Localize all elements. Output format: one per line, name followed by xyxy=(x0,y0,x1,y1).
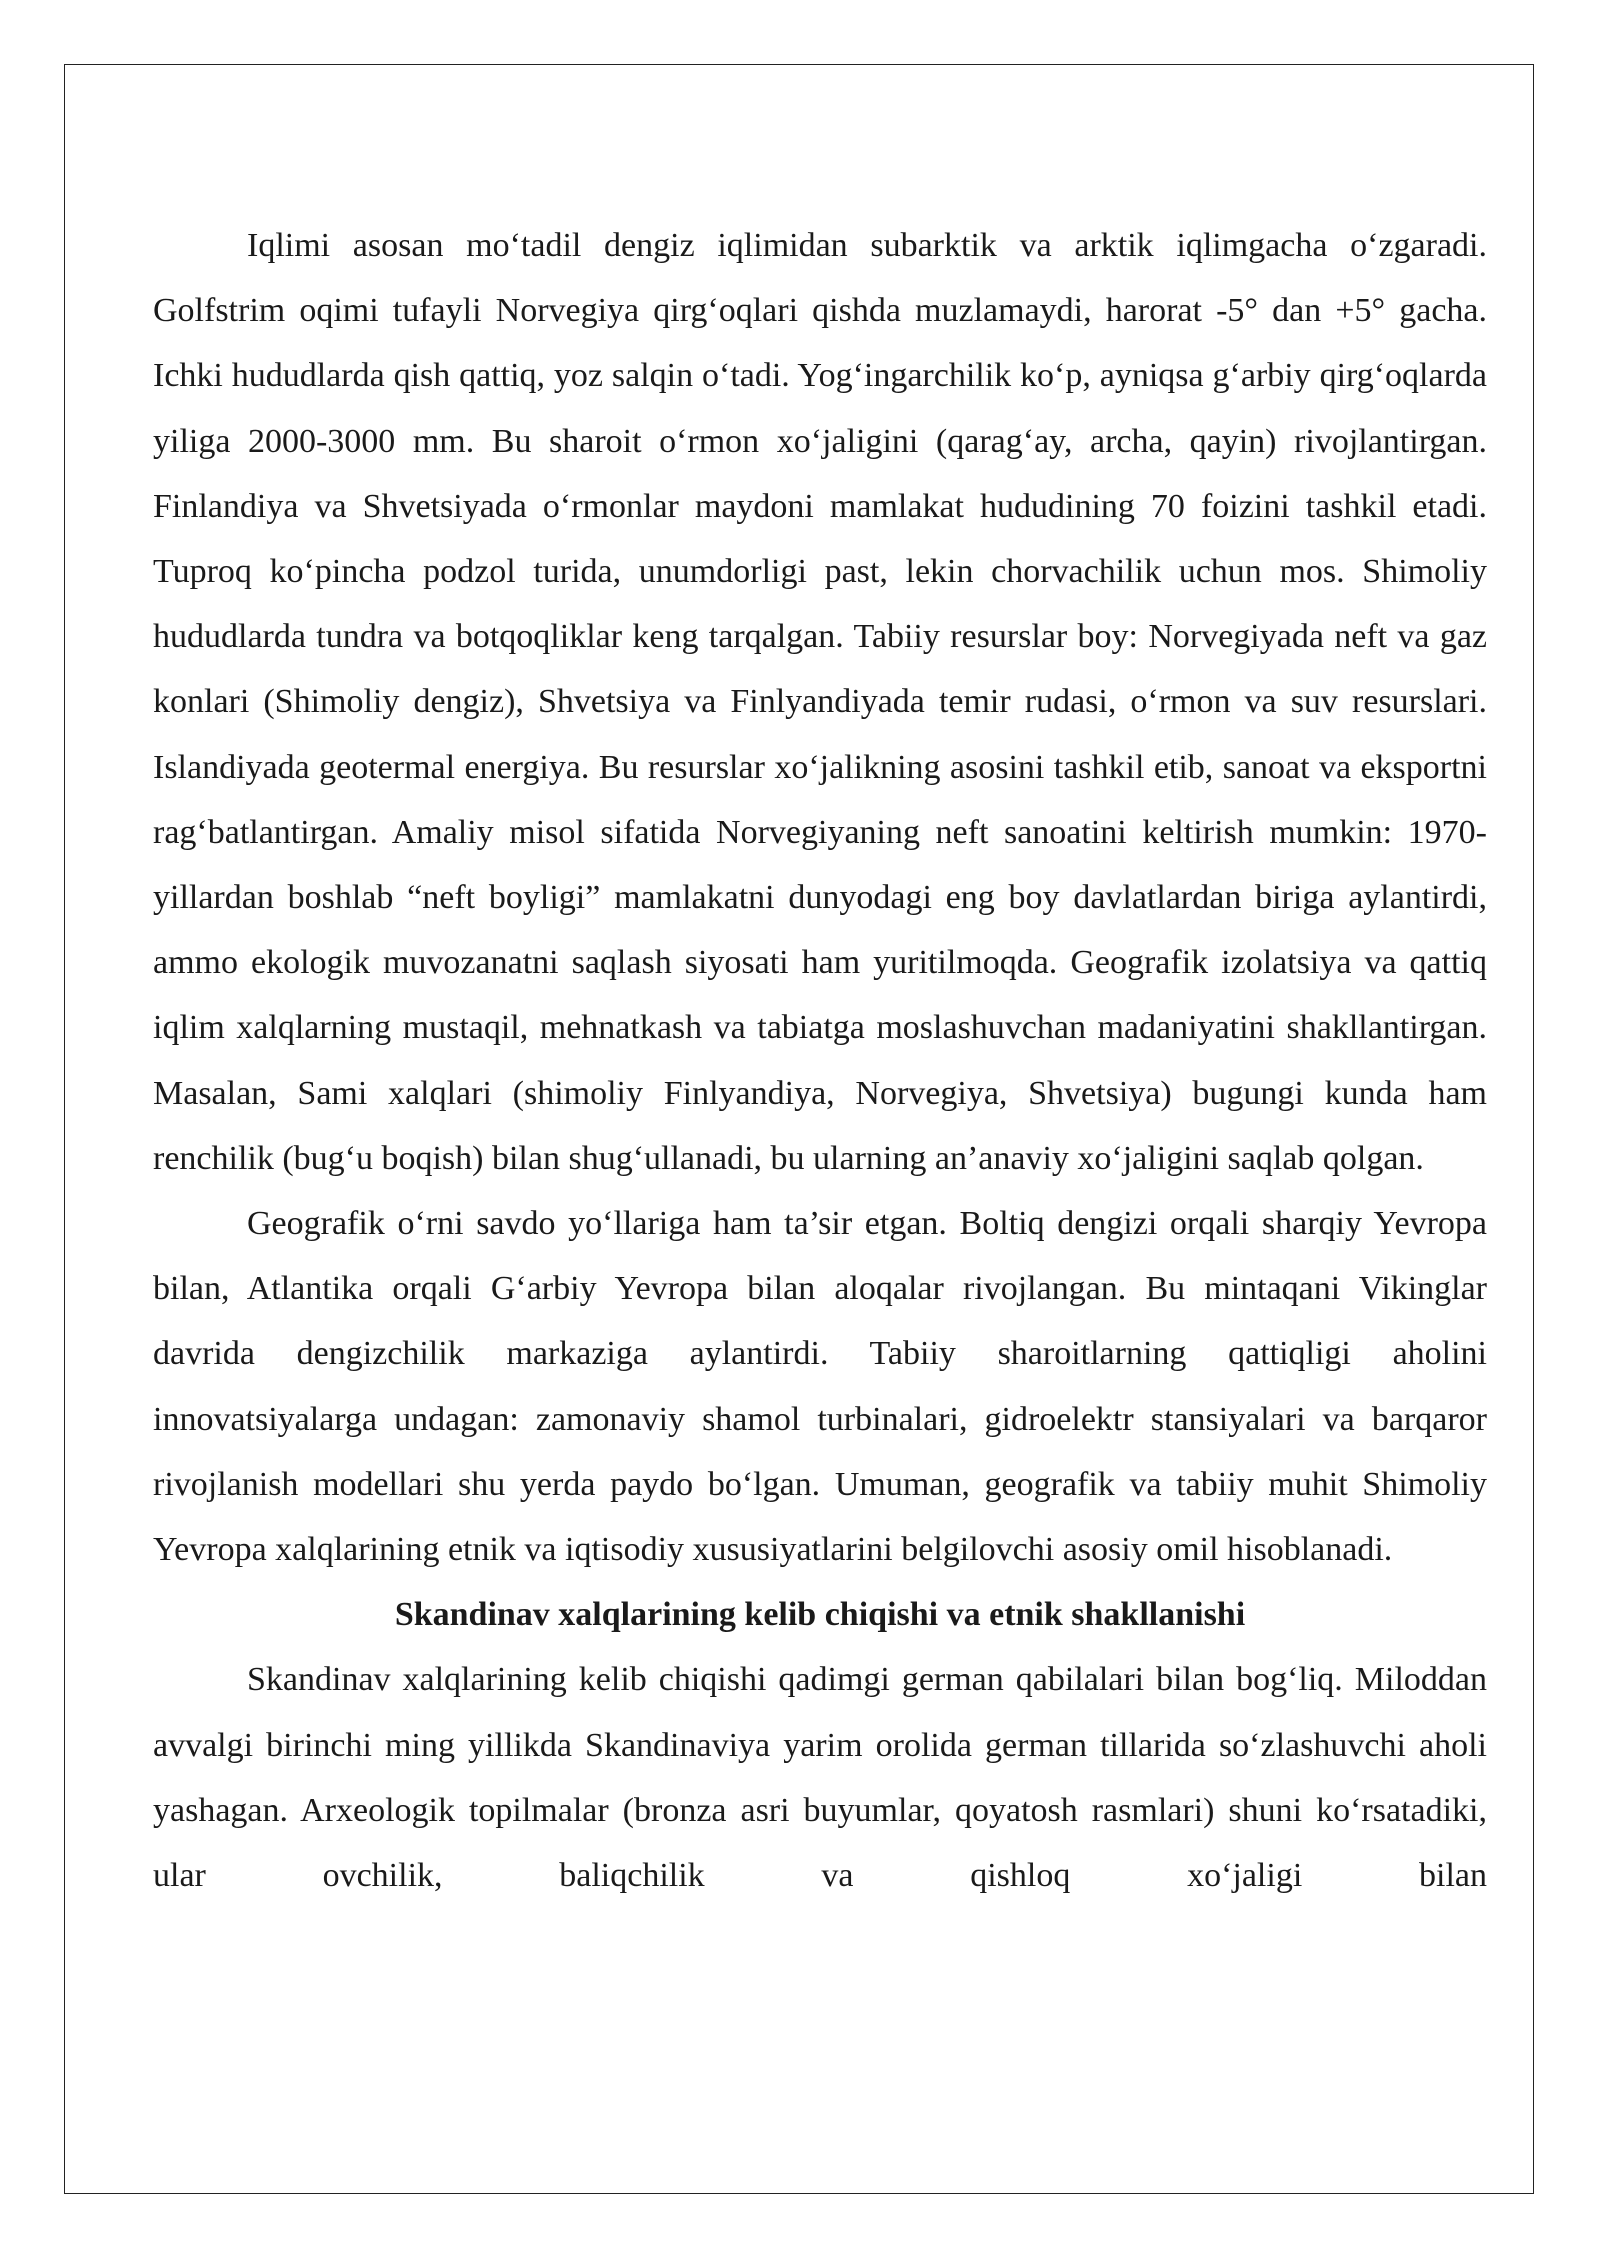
document-body xyxy=(153,213,1487,1908)
paragraph-origins: Skandinav xalqlarining kelib chiqishi qadimgi german qabilalari bilan bog‘liq. Miloddan avvalgi birinchi ming yillikda Skandinaviya yarim orolida german tillarida so‘zlashuvchi aholi yashagan. Arxeologik topilmalar (bronza asri buyumlar, qoyatosh rasmlari) shuni ko‘rsatadiki, ular ovchilik, baliqchilik va qishloq xo‘jaligi bilan xyxy=(153,1661,1487,1895)
paragraph-trade-routes: Geografik o‘rni savdo yo‘llariga ham ta’sir etgan. Boltiq dengizi orqali sharqiy Yevropa bilan, Atlantika orqali G‘arbiy Yevropa bilan aloqalar rivojlangan. Bu mintaqani Vikinglar davrida dengizchilik markaziga aylantirdi. Tabiiy sharoitlarning qattiqligi aholini innovatsiyalarga undagan: zamonaviy shamol turbinalari, gidroelektr stansiyalari va barqaror rivojlanish modellari shu yerda paydo bo‘lgan. Umuman, geografik va tabiiy muhit Shimoliy Yevropa xalqlarining etnik va iqtisodiy xususiyatlarini belgilovchi asosiy omil hisoblanadi. xyxy=(153,1205,1487,1569)
paragraph-climate: Iqlimi asosan mo‘tadil dengiz iqlimidan subarktik va arktik iqlimgacha o‘zgaradi. Golfstrim oqimi tufayli Norvegiya qirg‘oqlari qishda muzlamaydi, harorat -5° dan +5° gacha. Ichki hududlarda qish qattiq, yoz salqin o‘tadi. Yog‘ingarchilik ko‘p, ayniqsa g‘arbiy qirg‘oqlarda yiliga 2000-3000 mm. Bu sharoit o‘rmon xo‘jaligini (qarag‘ay, archa, qayin) rivojlantirgan. Finlandiya va Shvetsiyada o‘rmonlar maydoni mamlakat hududining 70 foizini tashkil etadi. Tuproq ko‘pincha podzol turida, unumdorligi past, lekin chorvachilik uchun mos. Shimoliy hududlarda tundra va botqoqliklar keng tarqalgan. Tabiiy resurslar boy: Norvegiyada neft va gaz konlari (Shimoliy dengiz), Shvetsiya va Finlyandiyada temir rudasi, o‘rmon va suv resurslari. Islandiyada geotermal energiya. Bu resurslar xo‘jalikning asosini tashkil etib, sanoat va eksportni rag‘batlantirgan. Amaliy misol sifatida Norvegiyaning neft sanoatini keltirish mumkin: 1970-yillardan boshlab “neft boyligi” mamlakatni dunyodagi eng boy davlatlardan biriga aylantirdi, ammo ekologik muvozanatni saqlash siyosati ham yuritilmoqda. Geografik izolatsiya va qattiq iqlim xalqlarning mustaqil, mehnatkash va tabiatga moslashuvchan madaniyatini shakllantirgan. Masalan, Sami xalqlari (shimoliy Finlyandiya, Norvegiya, Shvetsiya) bugungi kunda ham renchilik (bug‘u boqish) bilan shug‘ullanadi, bu ularning an’anaviy xo‘jaligini saqlab qolgan. xyxy=(153,227,1487,1177)
section-heading: Skandinav xalqlarining kelib chiqishi va etnik shakllanishi xyxy=(394,1596,1246,1634)
